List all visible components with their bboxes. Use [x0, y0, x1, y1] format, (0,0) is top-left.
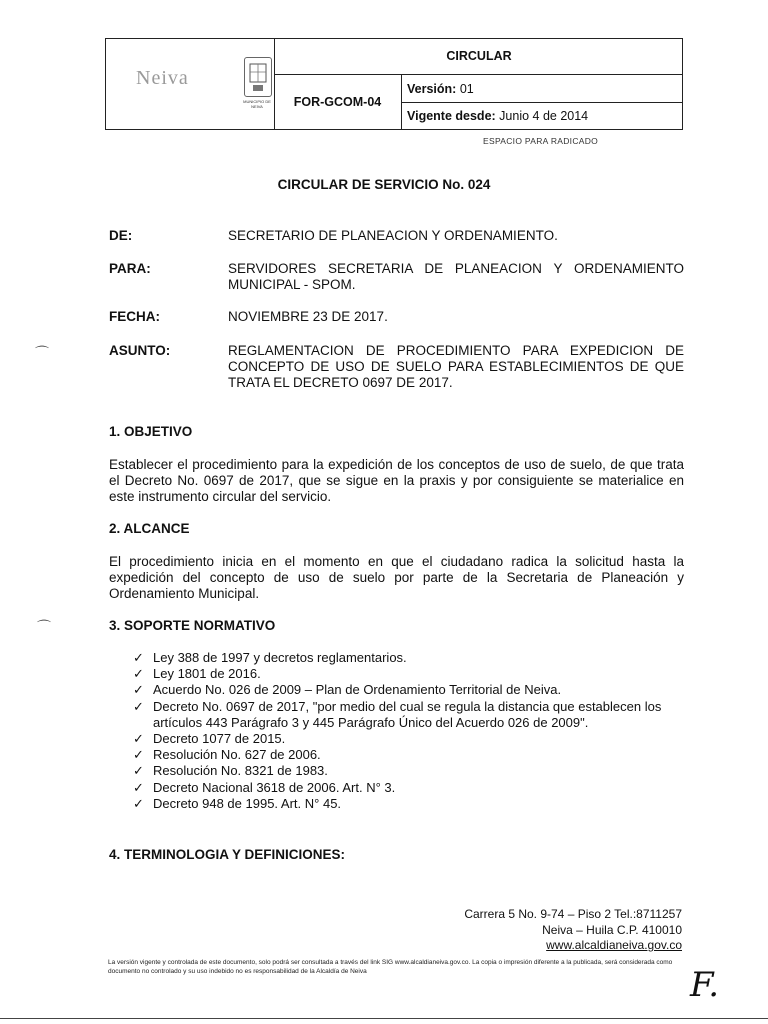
- section-terminologia-title: 4. TERMINOLOGIA Y DEFINICIONES:: [109, 847, 346, 862]
- check-icon: ✓: [133, 682, 144, 698]
- check-icon: ✓: [133, 779, 144, 795]
- soporte-normativo-list: [133, 650, 688, 812]
- list-item: ✓ Resolución No. 8321 de 1983.: [133, 763, 328, 779]
- check-icon: ✓: [133, 795, 144, 811]
- para-label: PARA:: [109, 261, 151, 276]
- list-item: ✓ Ley 1801 de 2016.: [133, 666, 261, 682]
- vigente-value: Junio 4 de 2014: [499, 109, 589, 123]
- check-icon: ✓: [133, 698, 144, 714]
- footer-fine-print: La versión vigente y controlada de este documento, solo podrá ser consultada a través del link SIG www.alcaldianeiva.gov.co. La copia o impresión diferente a la publicada, será considerada como documento no controlado y su uso indebido no es responsabilidad de la Alcaldía de Neiva: [108, 959, 673, 975]
- para-value: SERVIDORES SECRETARIA DE PLANEACION Y ORDENAMIENTO MUNICIPAL - SPOM.: [228, 261, 684, 292]
- doc-type-label: CIRCULAR: [446, 49, 512, 63]
- de-label: DE:: [109, 228, 133, 243]
- check-icon: ✓: [133, 763, 144, 779]
- section-alcance-text: El procedimiento inicia en el momento en que el ciudadano radica la solicitud hasta la expedición del concepto de uso de suelo por parte de la Secretaria de Planeación y Ordenamiento Municipal.: [109, 554, 684, 601]
- footer-city: Neiva – Huila C.P. 410010: [542, 922, 682, 937]
- version-label: Versión:: [407, 82, 457, 96]
- bottom-rule: [0, 1018, 768, 1019]
- margin-mark: ⌒: [37, 619, 51, 635]
- section-objetivo-text: Establecer el procedimiento para la expedición de los conceptos de uso de suelo, de que trata el Decreto No. 0697 de 2017, que se sigue en la praxis y por consiguiente se materialice en este instrumento circular del servicio.: [109, 457, 684, 504]
- list-item: ✓ Decreto Nacional 3618 de 2006. Art. N° 3.: [133, 779, 396, 795]
- handwritten-signature: F.: [690, 965, 720, 1005]
- municipal-seal-icon: [244, 57, 272, 97]
- list-item: ✓ Ley 388 de 1997 y decretos reglamentarios.: [133, 650, 407, 665]
- vigente-label: Vigente desde:: [407, 109, 496, 123]
- version-row: [407, 82, 474, 96]
- footer-website-link[interactable]: www.alcaldianeiva.gov.co: [546, 938, 682, 952]
- header-divider: [274, 74, 682, 75]
- fecha-value: NOVIEMBRE 23 DE 2017.: [228, 309, 388, 324]
- check-icon: ✓: [133, 666, 144, 682]
- asunto-value: REGLAMENTACION DE PROCEDIMIENTO PARA EXPEDICION DE CONCEPTO DE USO DE SUELO PARA ESTABLECIMIENTOS DE QUE TRATA EL DECRETO 0697 DE 2017.: [228, 343, 684, 390]
- section-objetivo-title: 1. OBJETIVO: [109, 424, 193, 439]
- logo-wordmark: Neiva: [136, 67, 189, 89]
- form-code: FOR-GCOM-04: [293, 95, 382, 109]
- version-value: 01: [459, 82, 474, 96]
- section-soporte-title: 3. SOPORTE NORMATIVO: [109, 618, 276, 633]
- list-item: ✓ Decreto No. 0697 de 2017, "por medio del cual se regula la distancia que establecen los artículos 443 Parágrafo 3 y 445 Parágrafo Único del Acuerdo 026 de 2009".: [133, 698, 662, 730]
- header-divider: [401, 102, 682, 103]
- asunto-label: ASUNTO:: [109, 343, 171, 358]
- margin-mark: ⌒: [35, 345, 49, 361]
- list-item: ✓ Acuerdo No. 026 de 2009 – Plan de Ordenamiento Territorial de Neiva.: [133, 682, 562, 698]
- de-value: SECRETARIO DE PLANEACION Y ORDENAMIENTO.: [228, 228, 558, 243]
- document-header-table: [105, 38, 683, 130]
- neiva-logo: [112, 53, 272, 113]
- section-alcance-title: 2. ALCANCE: [109, 521, 190, 536]
- radicado-caption: ESPACIO PARA RADICADO: [483, 136, 599, 146]
- check-icon: ✓: [133, 731, 144, 747]
- vigente-row: [407, 109, 588, 123]
- list-item: ✓ Decreto 948 de 1995. Art. N° 45.: [133, 795, 342, 811]
- footer-address: Carrera 5 No. 9-74 – Piso 2 Tel.:8711257: [464, 907, 682, 921]
- check-icon: ✓: [133, 650, 144, 665]
- fecha-label: FECHA:: [109, 309, 160, 324]
- check-icon: ✓: [133, 747, 144, 763]
- footer-address-block: [464, 907, 682, 954]
- list-item: ✓ Decreto 1077 de 2015.: [133, 731, 286, 747]
- seal-caption: MUNICIPIO DE NEIVA: [243, 99, 271, 109]
- list-item: ✓ Resolución No. 627 de 2006.: [133, 747, 321, 763]
- page-title: CIRCULAR DE SERVICIO No. 024: [277, 177, 491, 192]
